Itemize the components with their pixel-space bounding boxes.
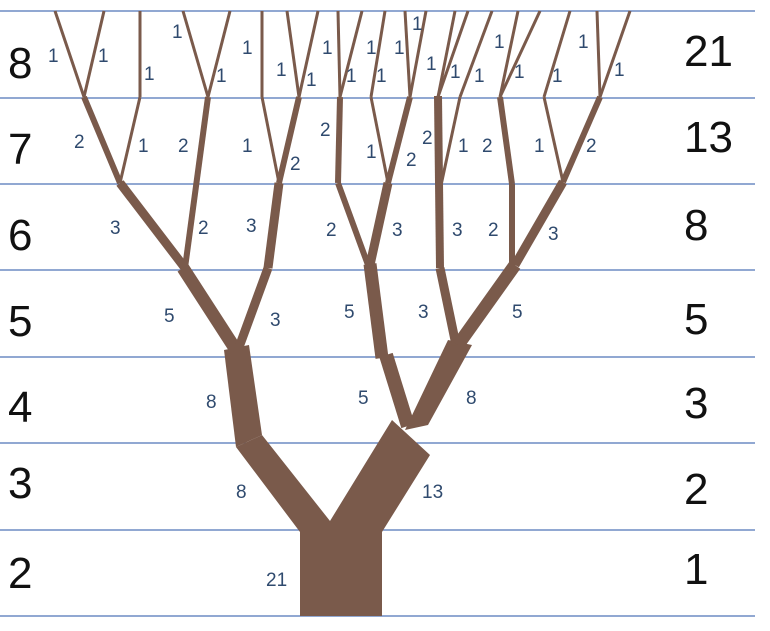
branch-label: 13 bbox=[422, 482, 444, 503]
branch-label: 1 bbox=[242, 136, 253, 157]
branch-label: 2 bbox=[482, 136, 493, 157]
branch-7 bbox=[440, 97, 460, 190]
branch-label: 2 bbox=[488, 220, 499, 241]
right-row-label: 2 bbox=[684, 465, 709, 514]
branch-label: 1 bbox=[144, 64, 155, 85]
branch-label: 2 bbox=[198, 218, 209, 239]
twig-8 bbox=[597, 11, 600, 97]
branch-label: 1 bbox=[394, 38, 405, 59]
branch-5 bbox=[440, 268, 456, 345]
trunk-fork bbox=[236, 420, 430, 532]
branch-7 bbox=[262, 97, 279, 183]
branch-label: 1 bbox=[450, 62, 461, 83]
left-row-label: 2 bbox=[8, 549, 33, 598]
branch-label: 5 bbox=[344, 302, 355, 323]
branch-5 bbox=[370, 264, 382, 358]
branch-label: 1 bbox=[366, 38, 377, 59]
left-row-label: 4 bbox=[8, 383, 33, 432]
branch-label: 1 bbox=[98, 46, 109, 67]
twig-8 bbox=[500, 11, 540, 97]
branch-7 bbox=[120, 97, 140, 183]
right-row-label: 3 bbox=[684, 379, 709, 428]
branch-6 bbox=[338, 183, 368, 265]
branch-label: 2 bbox=[290, 154, 301, 175]
twig-8 bbox=[183, 11, 208, 97]
branch-7 bbox=[371, 97, 388, 183]
branch-label: 2 bbox=[178, 136, 189, 157]
branch-label: 1 bbox=[138, 136, 149, 157]
branch-label: 1 bbox=[426, 54, 437, 75]
right-row-label: 1 bbox=[684, 545, 709, 594]
left-row-label: 6 bbox=[8, 211, 33, 260]
branch-label: 3 bbox=[270, 310, 281, 331]
branch-label: 1 bbox=[614, 60, 625, 81]
left-row-label: 3 bbox=[8, 459, 33, 508]
branch-label: 1 bbox=[172, 22, 183, 43]
branch-label: 3 bbox=[246, 216, 257, 237]
branch-label: 1 bbox=[276, 60, 287, 81]
left-row-label: 8 bbox=[8, 39, 33, 88]
branch-7 bbox=[544, 97, 563, 182]
branch-label: 1 bbox=[242, 38, 253, 59]
tree bbox=[55, 11, 630, 616]
branch-labels bbox=[48, 14, 625, 591]
right-limb-4 bbox=[405, 340, 472, 430]
branch-label: 1 bbox=[346, 66, 357, 87]
right-row-label: 21 bbox=[684, 27, 733, 76]
branch-label: 1 bbox=[458, 136, 469, 157]
branch-6 bbox=[185, 97, 208, 268]
right-row-label: 8 bbox=[684, 201, 709, 250]
branch-label: 1 bbox=[474, 66, 485, 87]
twig-8 bbox=[338, 11, 340, 97]
branch-7 bbox=[500, 97, 512, 184]
twig-8 bbox=[287, 11, 299, 97]
branch-label: 5 bbox=[512, 302, 523, 323]
branch-label: 1 bbox=[306, 70, 317, 91]
branch-label: 1 bbox=[376, 66, 387, 87]
branch-6 bbox=[120, 183, 185, 268]
branch-label: 1 bbox=[514, 62, 525, 83]
branch-label: 21 bbox=[266, 570, 288, 591]
twig-8 bbox=[55, 11, 84, 97]
branch-label: 5 bbox=[164, 306, 175, 327]
branch-label: 3 bbox=[548, 224, 559, 245]
left-row-label: 5 bbox=[8, 297, 33, 346]
branch-label: 2 bbox=[74, 132, 85, 153]
branch-label: 2 bbox=[586, 136, 597, 157]
left-limb-4 bbox=[224, 345, 262, 447]
branch-label: 1 bbox=[216, 66, 227, 87]
trunk bbox=[300, 530, 382, 616]
branch-label: 2 bbox=[406, 150, 417, 171]
branch-label: 1 bbox=[578, 32, 589, 53]
branch-6 bbox=[370, 183, 388, 265]
branch-label: 1 bbox=[494, 32, 505, 53]
branch-label: 1 bbox=[48, 46, 59, 67]
branch-7 bbox=[84, 97, 120, 183]
branch-label: 1 bbox=[534, 136, 545, 157]
branch-6 bbox=[438, 96, 440, 268]
branch-label: 3 bbox=[392, 220, 403, 241]
branch-7 bbox=[338, 97, 340, 183]
branch-label: 1 bbox=[366, 142, 377, 163]
branch-label: 8 bbox=[236, 482, 247, 503]
branch-label: 1 bbox=[412, 14, 423, 35]
branch-5 bbox=[238, 268, 268, 350]
branch-label: 5 bbox=[358, 388, 369, 409]
branch-label: 3 bbox=[110, 218, 121, 239]
branch-label: 3 bbox=[418, 302, 429, 323]
branch-label: 3 bbox=[452, 220, 463, 241]
right-row-label: 13 bbox=[684, 113, 733, 162]
branch-label: 2 bbox=[422, 128, 433, 149]
branch-5 bbox=[183, 268, 236, 350]
branch-label: 2 bbox=[320, 120, 331, 141]
right-row-label: 5 bbox=[684, 295, 709, 344]
branch-label: 8 bbox=[466, 388, 477, 409]
twig-8 bbox=[600, 11, 630, 97]
branch-5 bbox=[458, 265, 515, 345]
branch-label: 2 bbox=[326, 220, 337, 241]
branch-6 bbox=[268, 183, 279, 268]
left-row-labels bbox=[8, 39, 32, 598]
branch-label: 1 bbox=[552, 66, 563, 87]
right-row-labels bbox=[684, 27, 733, 594]
left-row-label: 7 bbox=[8, 125, 33, 174]
branch-label: 1 bbox=[322, 38, 333, 59]
branch-label: 8 bbox=[206, 392, 217, 413]
twig-8 bbox=[405, 11, 410, 97]
mid-limb-4 bbox=[386, 355, 408, 426]
twig-8 bbox=[500, 11, 518, 97]
